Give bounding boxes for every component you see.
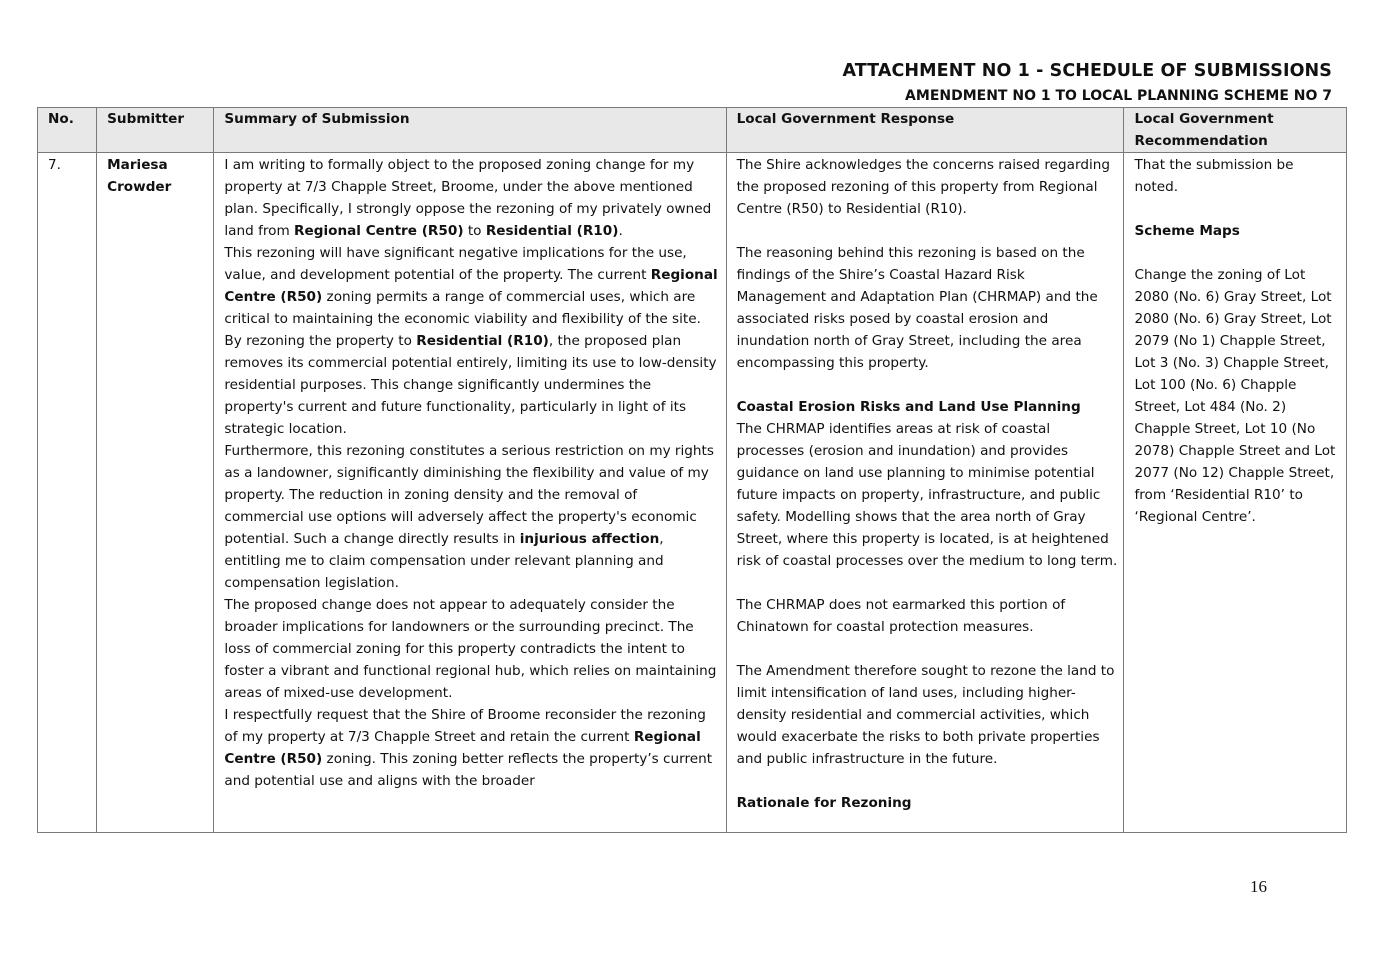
submissions-table	[37, 107, 1347, 833]
submission-number: 7.	[38, 153, 97, 833]
submitter-name: Mariesa Crowder	[97, 153, 214, 833]
summary-paragraph: I respectfully request that the Shire of Broome reconsider the rezoning of my property at 7/3 Chapple Street and retain the current Regional Centre (R50) zoning. This zoning better reflects the property’s current and potential use and aligns with the broader	[224, 707, 713, 789]
recommendation-paragraph: That the submission be noted.	[1134, 157, 1294, 195]
response-paragraph: The Amendment therefore sought to rezone the land to limit intensification of land uses, including higher-density residential and commercial activities, which would exacerbate the risks to both private properties and public infrastructure in the future.	[736, 663, 1115, 767]
header-response: Local Government Response	[726, 108, 1124, 153]
page-number: 16	[1250, 877, 1267, 896]
summary-paragraph: I am writing to formally object to the proposed zoning change for my property at 7/3 Chapple Street, Broome, under the above mentioned plan. Specifically, I strongly oppose the rezoning of my privately owned land from Regional Centre (R50) to Residential (R10).	[224, 157, 712, 239]
response-subheading: Coastal Erosion Risks and Land Use Planning	[736, 399, 1081, 415]
header-recommendation: Local Government Recommendation	[1124, 108, 1347, 153]
header-submitter: Submitter	[97, 108, 214, 153]
response-paragraph: The Shire acknowledges the concerns raised regarding the proposed rezoning of this property from Regional Centre (R50) to Residential (R10).	[736, 157, 1110, 217]
recommendation-paragraph: Change the zoning of Lot 2080 (No. 6) Gray Street, Lot 2080 (No. 6) Gray Street, Lot 2079 (No 1) Chapple Street, Lot 3 (No. 3) Chapple Street, Lot 100 (No. 6) Chapple Street, Lot 484 (No. 2) Chapple Street, Lot 10 (No 2078) Chapple Street and Lot 2077 (No 12) Chapple Street, from ‘Residential R10’ to ‘Regional Centre’.	[1134, 267, 1336, 525]
document-title: ATTACHMENT NO 1 - SCHEDULE OF SUBMISSIONS	[842, 61, 1332, 81]
response-cell	[726, 153, 1124, 833]
summary-paragraph: The proposed change does not appear to adequately consider the broader implications for landowners or the surrounding precinct. The loss of commercial zoning for this property contradicts the intent to foster a vibrant and functional regional hub, which relies on maintaining areas of mixed-use development.	[224, 597, 717, 701]
document-subtitle: AMENDMENT NO 1 TO LOCAL PLANNING SCHEME NO 7	[905, 88, 1332, 104]
recommendation-cell	[1124, 153, 1347, 833]
summary-paragraph: This rezoning will have significant negative implications for the use, value, and development potential of the property. The current Regional Centre (R50) zoning permits a range of commercial uses, which are critical to maintaining the economic viability and flexibility of the site. By rezoning the property to Residential (R10), the proposed plan removes its commercial potential entirely, limiting its use to low-density residential purposes. This change significantly undermines the property's current and future functionality, particularly in light of its strategic location.	[224, 245, 718, 437]
response-subheading: Rationale for Rezoning	[736, 795, 912, 811]
table-header-row	[38, 108, 1347, 153]
response-paragraph: The CHRMAP identifies areas at risk of coastal processes (erosion and inundation) and provides guidance on land use planning to minimise potential future impacts on property, infrastructure, and public safety. Modelling shows that the area north of Gray Street, where this property is located, is at heightened risk of coastal processes over the medium to long term.	[736, 421, 1118, 569]
response-paragraph: The CHRMAP does not earmarked this portion of Chinatown for coastal protection measures.	[736, 597, 1066, 635]
summary-paragraph: Furthermore, this rezoning constitutes a serious restriction on my rights as a landowner, significantly diminishing the flexibility and value of my property. The reduction in zoning density and the removal of commercial use options will adversely affect the property's economic potential. Such a change directly results in injurious affection, entitling me to claim compensation under relevant planning and compensation legislation.	[224, 443, 714, 591]
response-paragraph: The reasoning behind this rezoning is based on the findings of the Shire’s Coastal Hazard Risk Management and Adaptation Plan (CHRMAP) and the associated risks posed by coastal erosion and inundation north of Gray Street, including the area encompassing this property.	[736, 245, 1098, 371]
recommendation-subheading: Scheme Maps	[1134, 223, 1240, 239]
summary-cell	[214, 153, 726, 833]
header-no: No.	[38, 108, 97, 153]
header-summary: Summary of Submission	[214, 108, 726, 153]
table-row	[38, 153, 1347, 833]
